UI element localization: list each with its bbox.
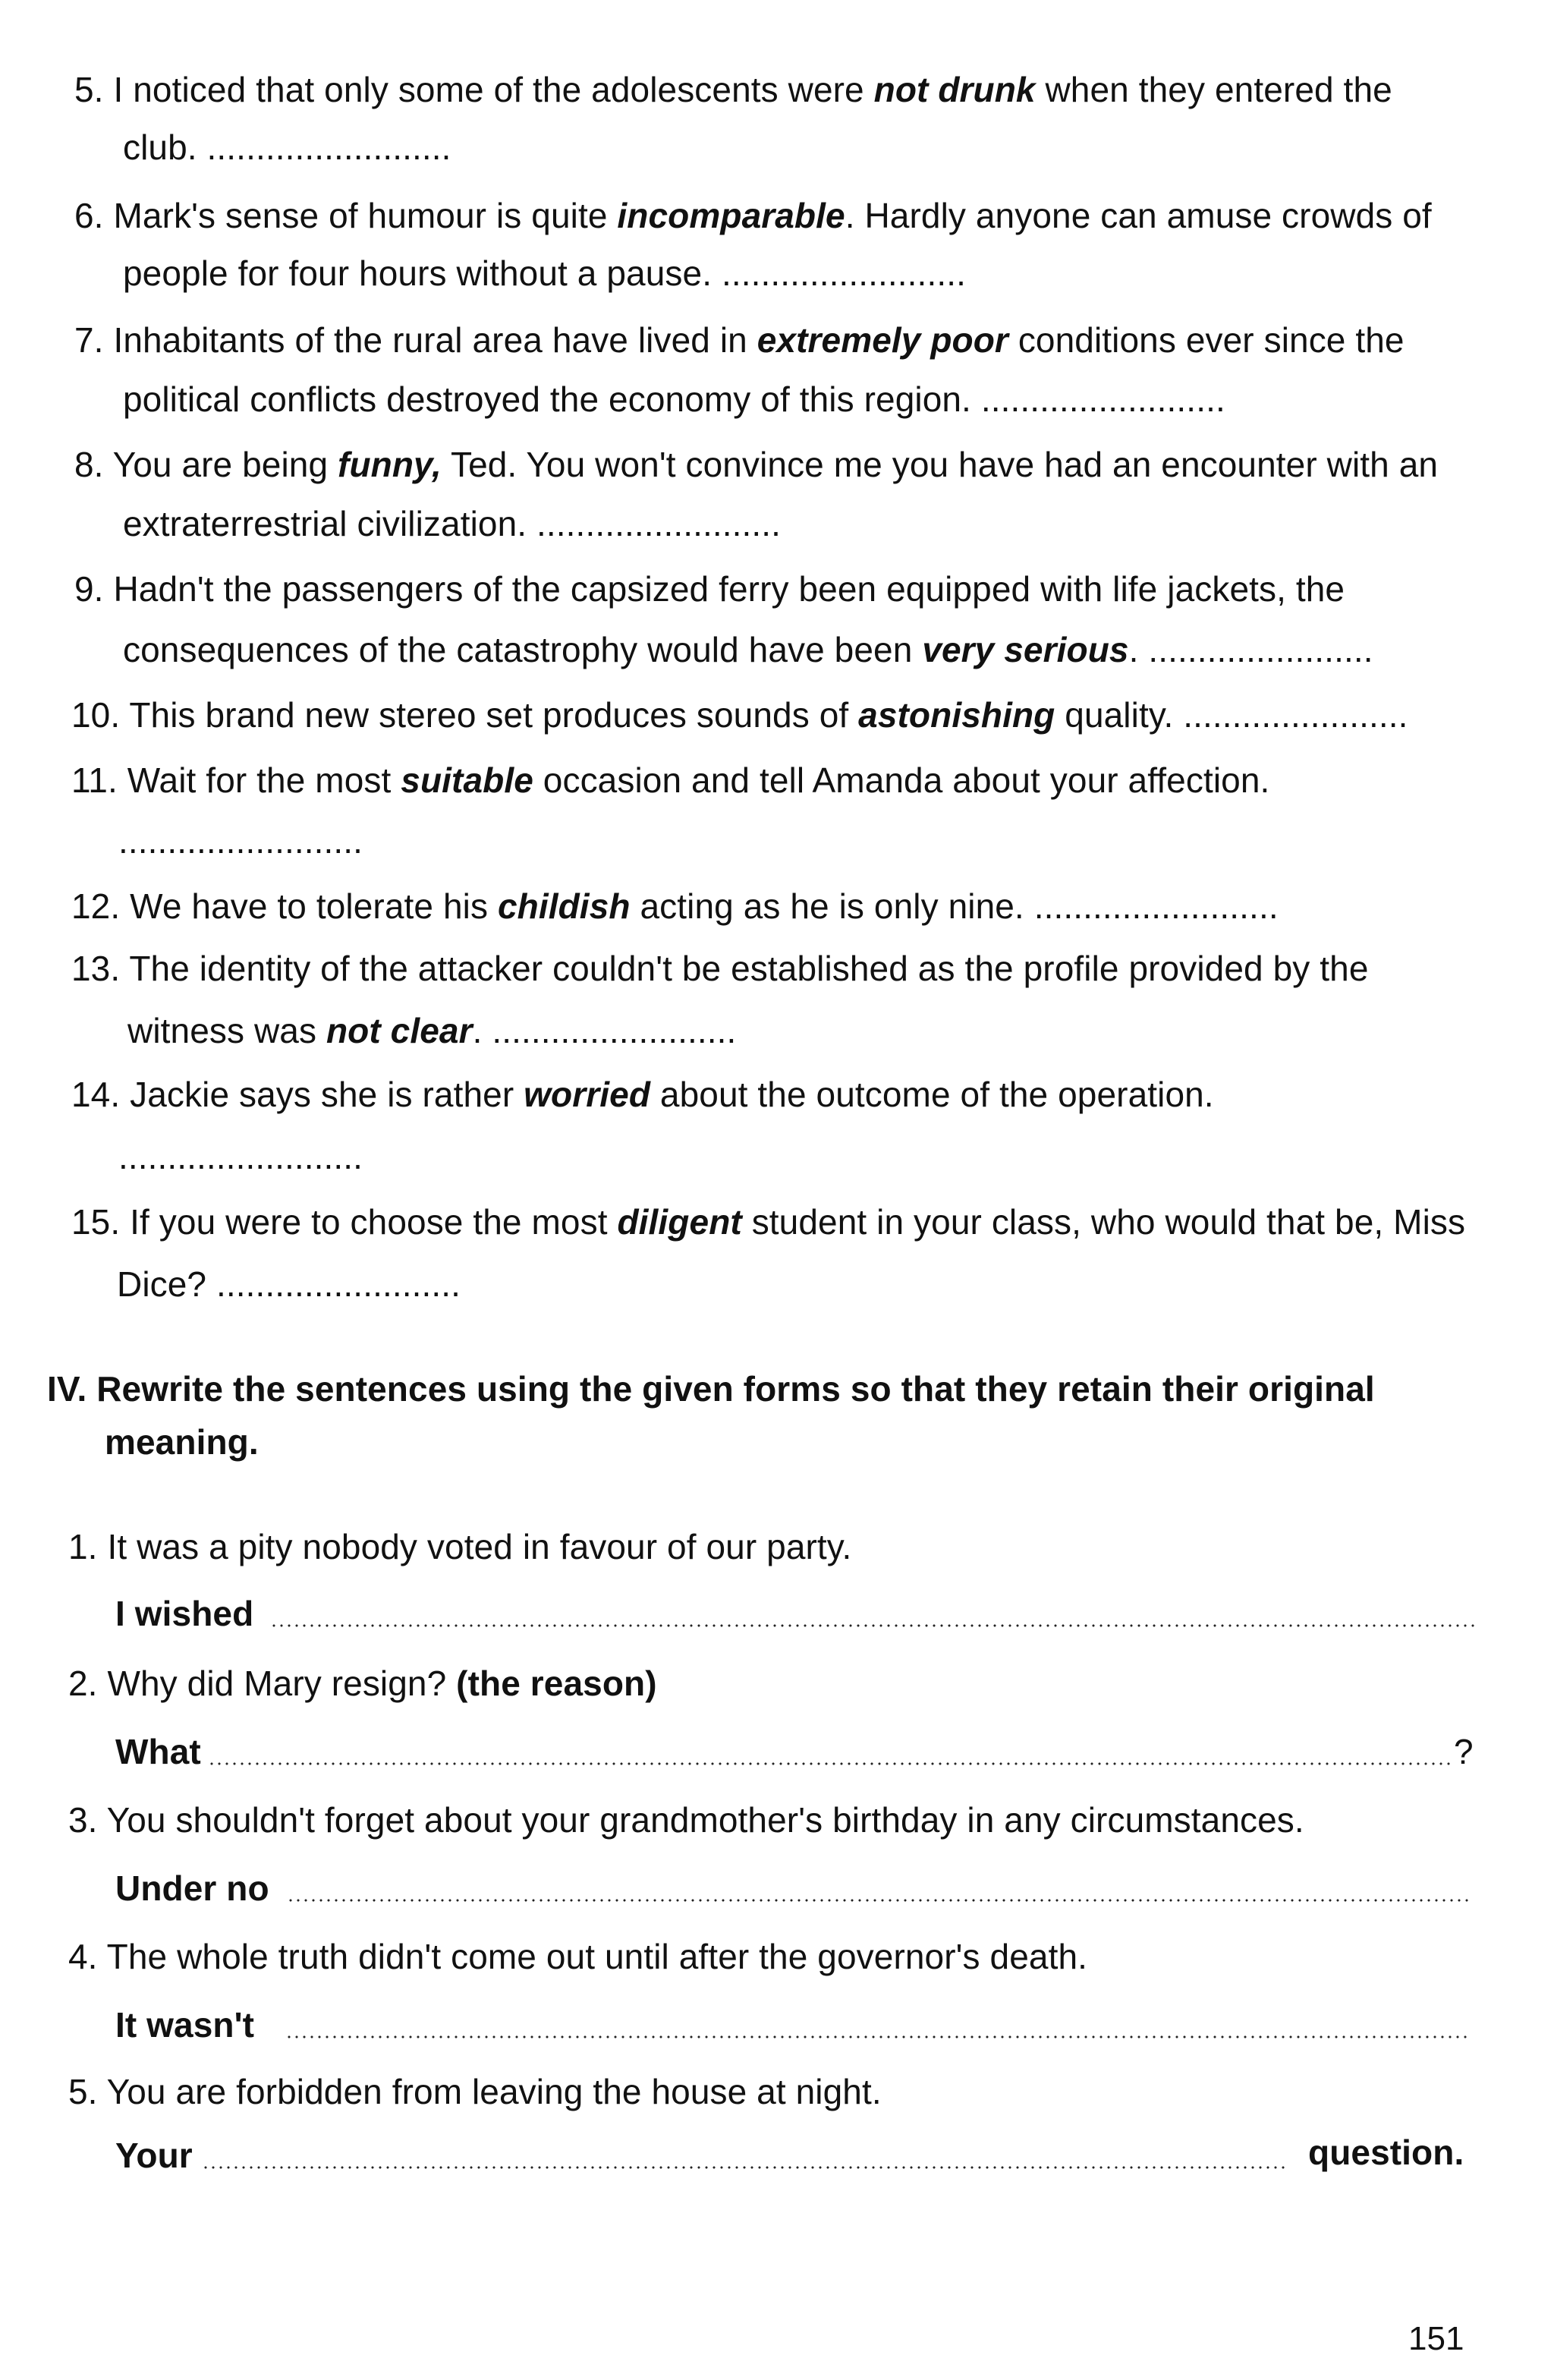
ex3-item-7 [74,319,1405,361]
item-text: witness was [127,1011,326,1050]
item-text: Jackie says she is rather [130,1075,524,1114]
item-text: when they entered the [1035,70,1392,109]
item-cue: (the reason) [456,1664,657,1703]
item-number: 9. [74,569,104,609]
ex3-item-5-continuation: club. ......................... [123,128,451,167]
item-number: 5. [74,70,104,109]
item-text: occasion and tell Amanda about your affection. [533,760,1270,800]
ex3-item-7-continuation: political conflicts destroyed the economy of this region. ......................... [123,379,1225,419]
item-text: conditions ever since the [1008,320,1405,360]
ex4-item-2-ending: ? [1454,1732,1474,1771]
answer-line-3[interactable] [287,1899,1471,1902]
heading-text: Rewrite the sentences using the given forms so that they retain their original [96,1369,1375,1409]
ex3-item-13-continuation [127,1009,736,1052]
item-text: Wait for the most [127,760,401,800]
ex4-item-4 [68,1935,1087,1978]
item-number: 7. [74,320,104,360]
item-sentence: It was a pity nobody voted in favour of our party. [107,1527,852,1566]
item-keyword: suitable [401,760,533,800]
page-number: 151 [1408,2320,1464,2357]
item-keyword: not clear [326,1011,473,1050]
item-text: You are being [112,445,338,484]
item-number: 1. [68,1527,98,1566]
item-keyword: diligent [617,1202,742,1242]
item-sentence: Why did Mary resign? [107,1664,457,1703]
item-text: If you were to choose the most [130,1202,618,1242]
item-number: 12. [71,886,121,926]
item-number: 8. [74,445,104,484]
item-number: 3. [68,1800,98,1840]
answer-line-4[interactable] [285,2035,1471,2038]
ex3-item-10 [71,694,1408,736]
ex3-item-12 [71,885,1279,927]
item-text: Ted. You won't convince me you have had an encounter with an [441,445,1439,484]
item-text: I noticed that only some of the adolescents were [113,70,874,109]
item-keyword: extremely poor [757,320,1008,360]
item-number: 4. [68,1937,98,1976]
item-keyword: worried [524,1075,651,1114]
item-keyword: funny, [338,445,442,484]
ex3-item-5 [74,68,1392,111]
ex4-item-1-starter: I wished [115,1594,254,1633]
item-keyword: childish [497,886,631,926]
ex3-item-11 [71,759,1269,801]
ex4-item-5-starter: Your [115,2136,193,2175]
item-text: . ......................... [472,1011,737,1050]
ex3-item-9 [74,568,1345,610]
ex3-item-8 [74,443,1438,486]
item-sentence: You are forbidden from leaving the house at night. [106,2072,882,2111]
ex4-item-3-starter: Under no [115,1868,269,1908]
item-text: quality. ....................... [1055,695,1408,735]
ex4-item-3 [68,1799,1304,1841]
item-number: 5. [68,2072,98,2111]
item-text: This brand new stereo set produces sounds of [129,695,859,735]
item-text: student in your class, who would that be, Miss [741,1202,1466,1242]
item-text: Mark's sense of humour is quite [113,196,618,235]
item-text: . ....................... [1128,630,1373,669]
item-number: 6. [74,196,104,235]
ex3-item-8-continuation: extraterrestrial civilization. ......................... [123,504,782,543]
item-number: 10. [71,695,121,735]
ex4-item-5-ending: question. [1308,2133,1464,2172]
exercise-heading-continuation: meaning. [105,1422,259,1462]
ex3-item-15 [71,1201,1465,1243]
ex3-item-9-continuation [123,628,1373,671]
item-text: Hadn't the passengers of the capsized ferry been equipped with life jackets, the [113,569,1345,609]
heading-number: IV. [47,1369,87,1409]
item-number: 15. [71,1202,121,1242]
answer-line-2[interactable] [208,1762,1451,1765]
item-number: 2. [68,1664,98,1703]
ex4-item-2 [68,1662,657,1705]
answer-line-1[interactable] [270,1624,1477,1627]
exercise-heading [47,1368,1375,1410]
item-text: about the outcome of the operation. [650,1075,1214,1114]
item-number: 14. [71,1075,121,1114]
item-text: Inhabitants of the rural area have lived in [113,320,757,360]
item-keyword: astonishing [858,695,1055,735]
item-keyword: incomparable [617,196,845,235]
ex3-item-13 [71,947,1369,990]
item-sentence: The whole truth didn't come out until after the governor's death. [106,1937,1088,1976]
ex4-item-5 [68,2070,882,2113]
ex4-item-4-starter: It wasn't [115,2005,255,2045]
ex3-item-6 [74,194,1432,237]
ex3-item-14 [71,1073,1214,1116]
ex4-item-1 [68,1525,851,1568]
item-text: consequences of the catastrophy would have been [123,630,923,669]
item-text: acting as he is only nine. ......................... [630,886,1279,926]
ex4-item-2-starter: What [115,1732,201,1771]
ex3-item-14-continuation: ......................... [118,1137,363,1176]
ex3-item-6-continuation: people for four hours without a pause. ......................... [123,253,966,293]
answer-line-5[interactable] [202,2166,1287,2169]
ex3-item-11-continuation: ......................... [118,821,363,861]
item-keyword: not drunk [873,70,1036,109]
item-sentence: You shouldn't forget about your grandmother's birthday in any circumstances. [106,1800,1304,1840]
item-text: The identity of the attacker couldn't be established as the profile provided by the [129,949,1369,988]
item-text: We have to tolerate his [130,886,498,926]
item-text: . Hardly anyone can amuse crowds of [845,196,1432,235]
item-keyword: very serious [922,630,1129,669]
item-number: 11. [71,760,118,800]
ex3-item-15-continuation: Dice? ......................... [117,1264,461,1304]
item-number: 13. [71,949,121,988]
